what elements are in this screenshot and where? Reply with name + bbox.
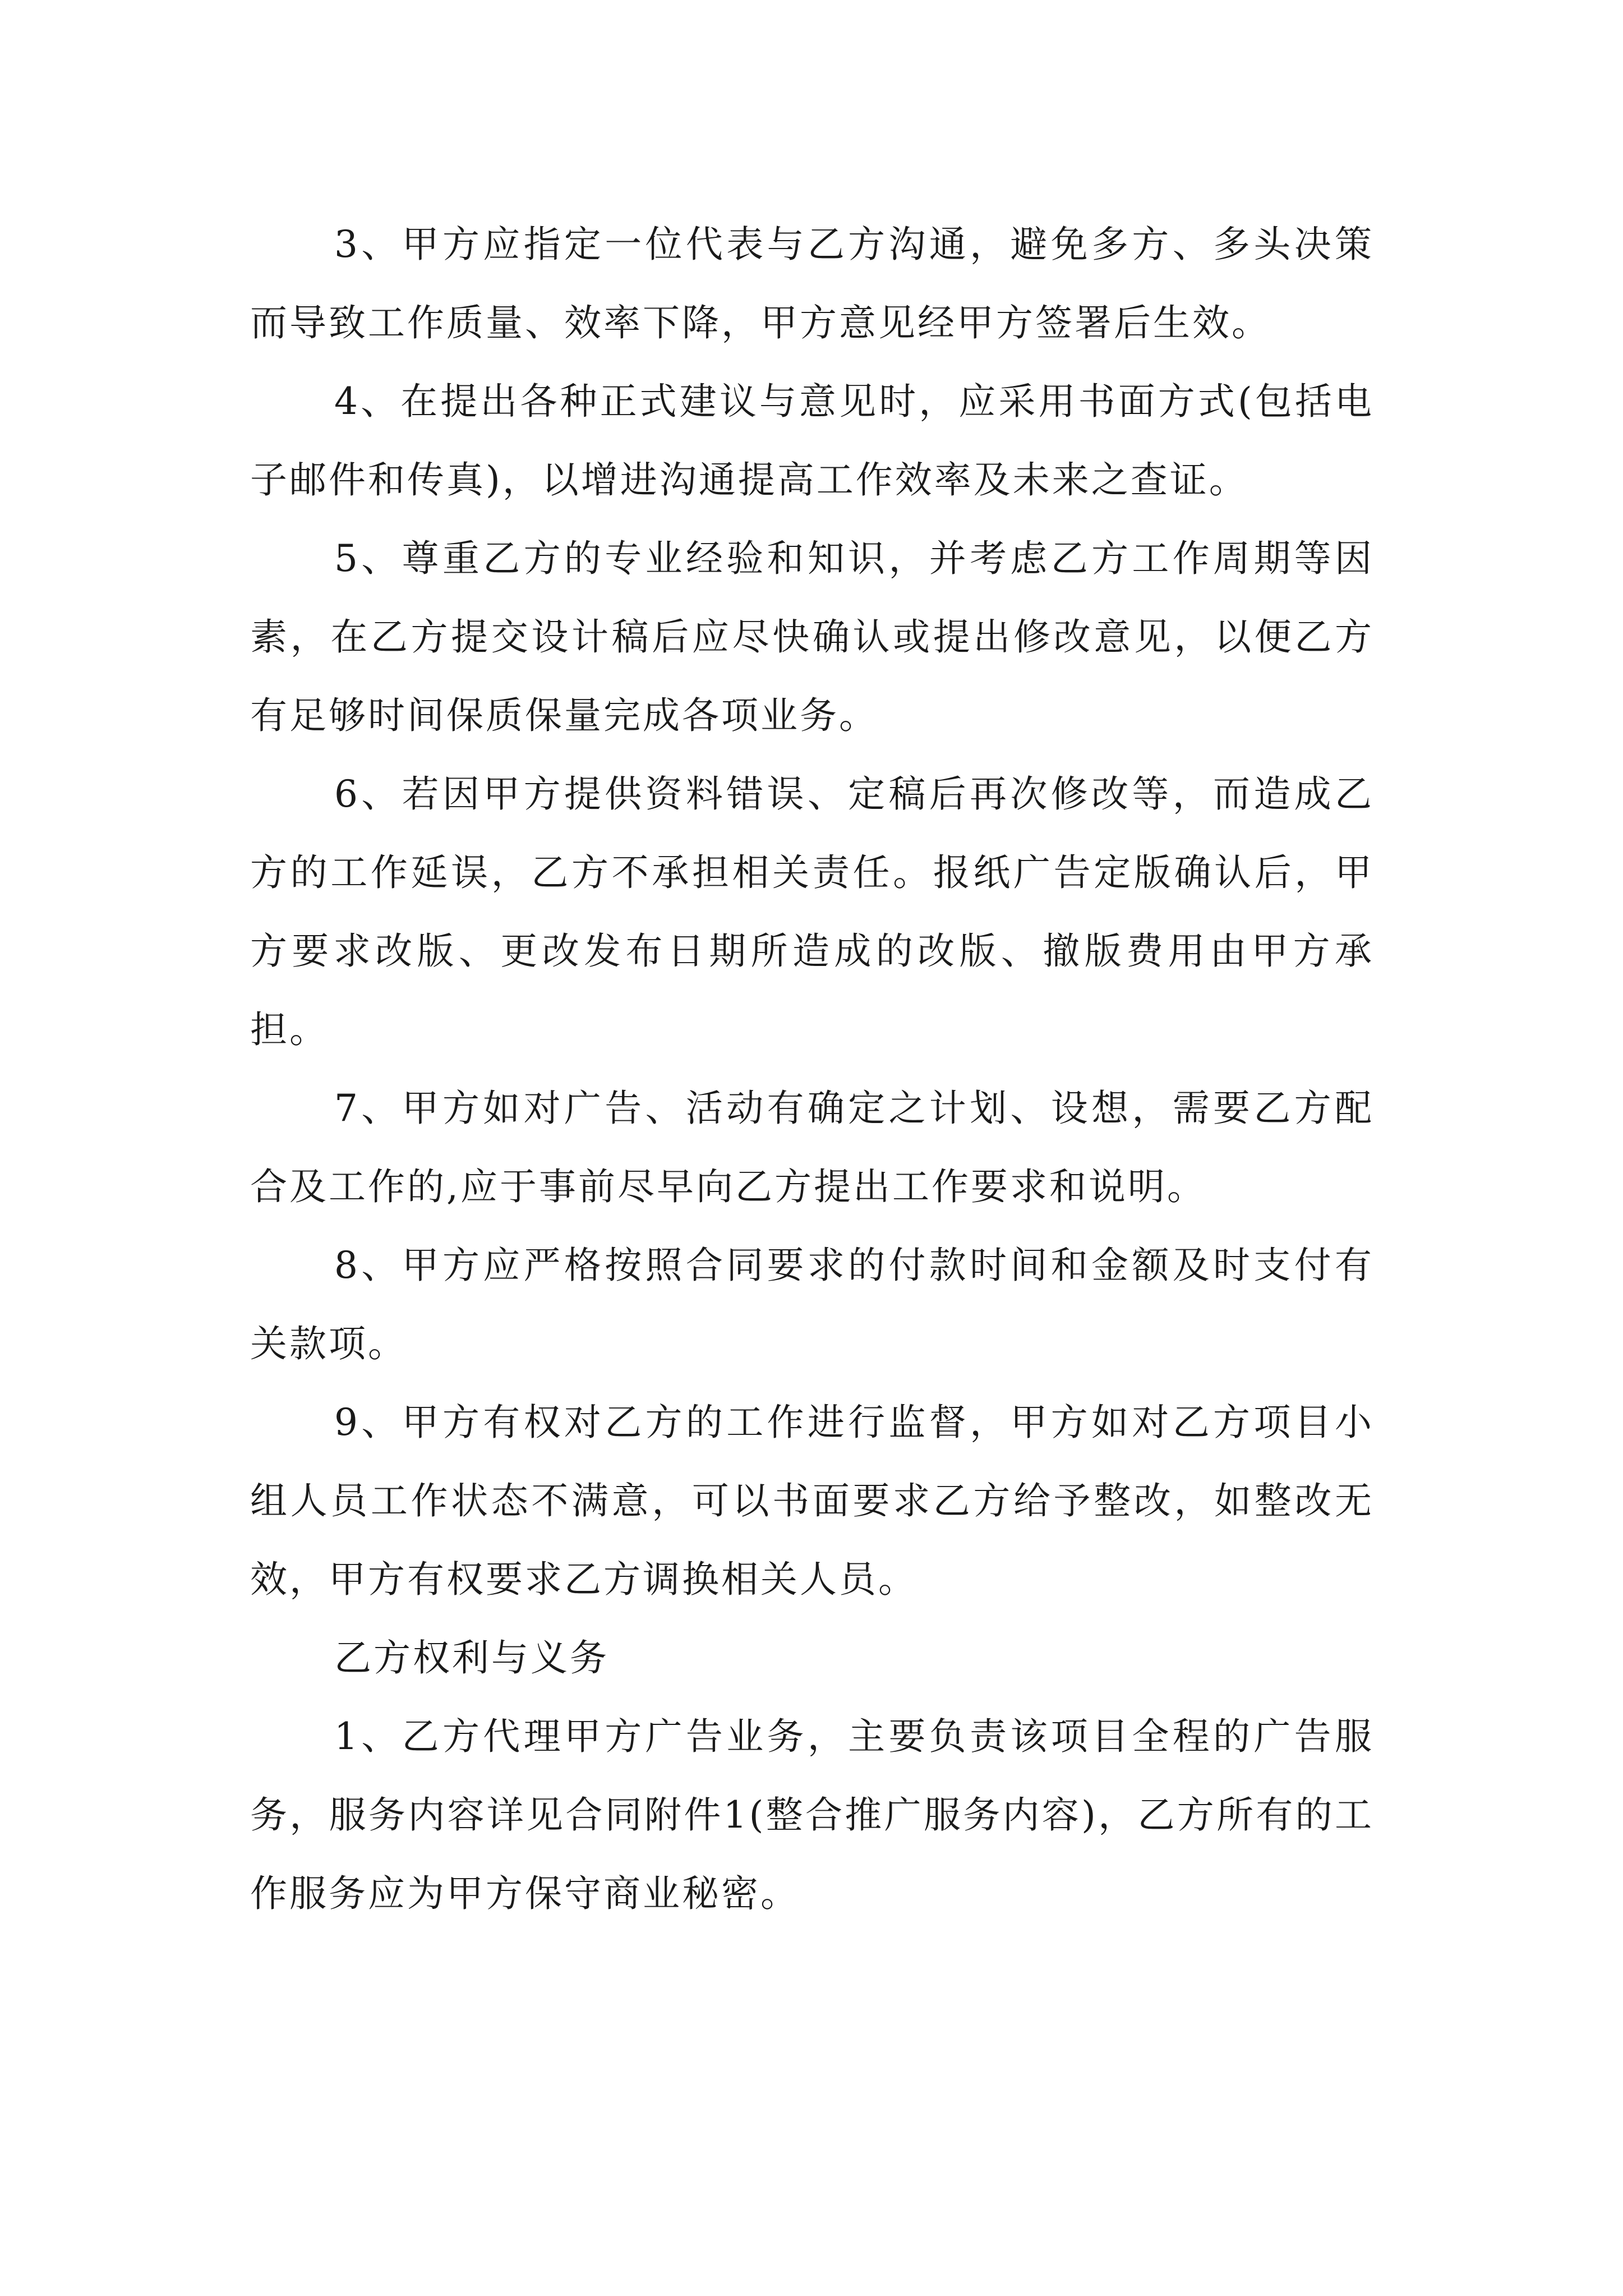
party-b-clause-1: 1、乙方代理甲方广告业务，主要负责该项目全程的广告服务，服务内容详见合同附件1(整合推广服务内容)，乙方所有的工作服务应为甲方保守商业秘密。	[250, 1715, 1374, 1915]
clause-5: 5、尊重乙方的专业经验和知识，并考虑乙方工作周期等因素，在乙方提交设计稿后应尽快确认或提出修改意见，以便乙方有足够时间保质保量完成各项业务。	[250, 537, 1374, 737]
document-body	[250, 205, 1374, 1933]
clause-3: 3、甲方应指定一位代表与乙方沟通，避免多方、多头决策而导致工作质量、效率下降，甲方意见经甲方签署后生效。	[250, 223, 1374, 344]
clause-6: 6、若因甲方提供资料错误、定稿后再次修改等，而造成乙方的工作延误，乙方不承担相关责任。报纸广告定版确认后，甲方要求改版、更改发布日期所造成的改版、撤版费用由甲方承担。	[250, 772, 1374, 1051]
section-heading: 乙方权利与义务	[334, 1636, 609, 1680]
clause-4: 4、在提出各种正式建议与意见时，应采用书面方式(包括电子邮件和传真)，以增进沟通提高工作效率及未来之查证。	[250, 380, 1374, 501]
clause-7: 7、甲方如对广告、活动有确定之计划、设想，需要乙方配合及工作的,应于事前尽早向乙方提出工作要求和说明。	[250, 1087, 1374, 1208]
clause-9: 9、甲方有权对乙方的工作进行监督，甲方如对乙方项目小组人员工作状态不满意，可以书面要求乙方给予整改，如整改无效，甲方有权要求乙方调换相关人员。	[250, 1401, 1374, 1601]
clause-8: 8、甲方应严格按照合同要求的付款时间和金额及时支付有关款项。	[250, 1244, 1374, 1365]
